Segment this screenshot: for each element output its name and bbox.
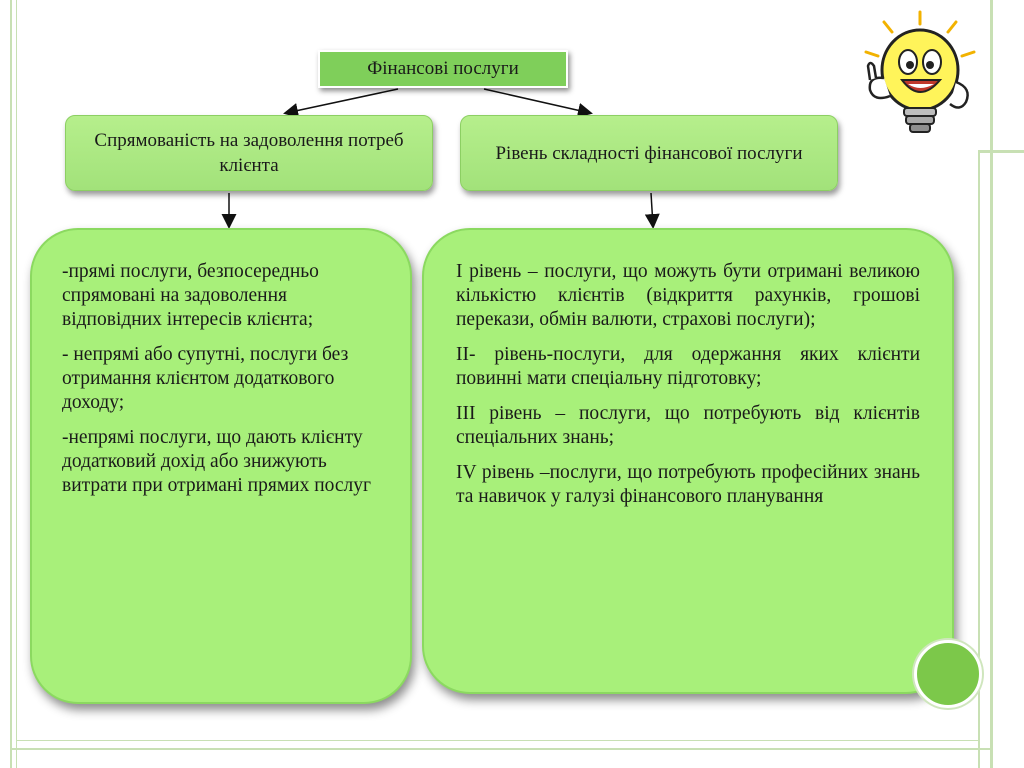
title-text: Фінансові послуги xyxy=(367,58,519,79)
branch-heading-client-orientation: Спрямованість на задоволення потреб клієнта xyxy=(94,130,404,176)
list-item: І рівень – послуги, що можуть бути отримані великою кількістю клієнтів (відкриття рахунків, грошові перекази, обмін валюти, страхові послуги); xyxy=(456,261,920,330)
arrow-title-to-right xyxy=(484,89,590,113)
list-item: ІІІ рівень – послуги, що потребують від клієнтів спеціальних знань; xyxy=(456,403,920,448)
detail-box-client-orientation xyxy=(30,228,412,704)
list-item: -прямі послуги, безпосередньо спрямовані на задоволення відповідних інтересів клієнта; xyxy=(62,261,319,330)
list-item: - непрямі або супутні, послуги без отримання клієнтом додаткового доходу; xyxy=(62,344,349,413)
lightbulb-mascot-icon xyxy=(856,8,984,144)
arrow-right-down xyxy=(651,193,653,226)
branch-box-client-orientation xyxy=(65,115,433,191)
detail-box-complexity-level xyxy=(422,228,954,694)
branch-heading-complexity-level: Рівень складності фінансової послуги xyxy=(495,142,803,164)
list-item: ІV рівень –послуги, що потребують професійних знань та навичок у галузі фінансового планування xyxy=(456,462,920,507)
title-box xyxy=(318,50,568,88)
list-item: -непрямі послуги, що дають клієнту додатковий дохід або знижують витрати при отримані прямих послуг xyxy=(62,427,372,496)
list-item: ІІ- рівень-послуги, для одержання яких клієнти повинні мати спеціальну підготовку; xyxy=(456,344,920,389)
decorative-circle xyxy=(914,640,982,708)
arrow-title-to-left xyxy=(286,89,398,113)
branch-box-complexity-level xyxy=(460,115,838,191)
